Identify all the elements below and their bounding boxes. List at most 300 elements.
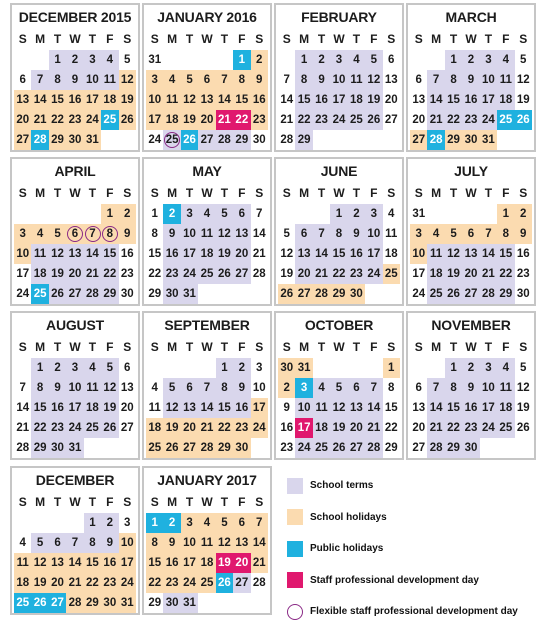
weekday-label: T bbox=[317, 340, 326, 354]
empty-day-cell bbox=[119, 130, 136, 150]
month-title: DECEMBER bbox=[35, 472, 115, 488]
day-cell: 15 bbox=[148, 248, 162, 260]
weekday-label: T bbox=[53, 186, 62, 200]
day-cell: 6 bbox=[49, 533, 66, 553]
day-cell: 6 bbox=[388, 54, 395, 66]
empty-day-cell bbox=[233, 593, 250, 613]
day-cell: 20 bbox=[49, 573, 66, 593]
day-cell: 27 bbox=[198, 130, 215, 150]
day-cell: 27 bbox=[384, 114, 398, 126]
day-cell: 27 bbox=[233, 264, 250, 284]
weekday-label: T bbox=[220, 186, 229, 200]
day-cell: 5 bbox=[330, 378, 347, 398]
empty-day-cell bbox=[515, 130, 532, 150]
weekday-label: S bbox=[255, 495, 264, 509]
day-cell: 10 bbox=[365, 224, 382, 244]
day-cell: 22 bbox=[445, 418, 462, 438]
day-cell: 10 bbox=[66, 378, 83, 398]
day-cell: 28 bbox=[16, 442, 30, 454]
weekday-label: T bbox=[88, 340, 97, 354]
day-cell: 31 bbox=[181, 284, 198, 304]
day-cell: 19 bbox=[445, 264, 462, 284]
week-row bbox=[276, 70, 402, 90]
month-january-2016 bbox=[142, 3, 272, 152]
day-cell: 13 bbox=[14, 90, 31, 110]
day-cell: 19 bbox=[365, 90, 382, 110]
day-cell: 14 bbox=[198, 398, 215, 418]
weekday-label: T bbox=[449, 186, 458, 200]
day-cell: 25 bbox=[497, 110, 514, 130]
day-cell: 20 bbox=[181, 418, 198, 438]
day-cell: 25 bbox=[146, 438, 163, 458]
day-cell: 15 bbox=[497, 244, 514, 264]
day-cell: 28 bbox=[84, 284, 101, 304]
day-cell: 2 bbox=[348, 204, 365, 224]
month-june bbox=[274, 157, 404, 306]
day-cell: 19 bbox=[181, 110, 198, 130]
day-cell: 24 bbox=[412, 288, 426, 300]
day-cell: 21 bbox=[31, 110, 48, 130]
day-cell: 14 bbox=[313, 244, 330, 264]
empty-day-cell bbox=[181, 50, 198, 70]
day-cell: 2 bbox=[462, 358, 479, 378]
day-cell: 16 bbox=[101, 553, 118, 573]
day-cell: 27 bbox=[49, 593, 66, 613]
day-cell: 12 bbox=[216, 533, 233, 553]
day-cell: 11 bbox=[497, 378, 514, 398]
weekday-label: M bbox=[35, 186, 46, 200]
empty-day-cell bbox=[330, 130, 347, 150]
week-row bbox=[144, 50, 270, 70]
empty-day-cell bbox=[330, 358, 347, 378]
day-cell: 17 bbox=[365, 244, 382, 264]
day-cell: 4 bbox=[313, 378, 330, 398]
empty-day-cell bbox=[216, 593, 233, 613]
day-cell: 26 bbox=[516, 422, 530, 434]
day-cell: 10 bbox=[480, 378, 497, 398]
day-cell: 10 bbox=[146, 90, 163, 110]
day-cell: 17 bbox=[16, 268, 30, 280]
day-cell: 16 bbox=[348, 244, 365, 264]
day-cell: 19 bbox=[216, 244, 233, 264]
day-cell: 15 bbox=[445, 398, 462, 418]
weekday-label: W bbox=[69, 32, 81, 46]
day-cell: 16 bbox=[163, 244, 180, 264]
day-cell: 23 bbox=[348, 264, 365, 284]
week-row bbox=[144, 204, 270, 224]
day-cell: 24 bbox=[148, 134, 162, 146]
day-cell: 21 bbox=[66, 573, 83, 593]
week-row bbox=[276, 284, 402, 304]
weekday-header bbox=[276, 183, 402, 204]
day-cell: 17 bbox=[84, 90, 101, 110]
weekday-label: S bbox=[150, 340, 159, 354]
month-title: OCTOBER bbox=[304, 317, 374, 333]
day-cell: 7 bbox=[84, 224, 101, 244]
month-december-2015 bbox=[10, 3, 140, 152]
day-cell: 21 bbox=[365, 418, 382, 438]
day-cell: 15 bbox=[445, 90, 462, 110]
day-cell: 15 bbox=[84, 553, 101, 573]
day-cell: 9 bbox=[233, 378, 250, 398]
legend-label: Staff professional development day bbox=[310, 574, 479, 586]
day-cell: 19 bbox=[330, 418, 347, 438]
week-row bbox=[12, 110, 138, 130]
day-cell: 23 bbox=[101, 573, 118, 593]
day-cell: 8 bbox=[445, 378, 462, 398]
day-cell: 1 bbox=[383, 358, 400, 378]
day-cell: 17 bbox=[412, 268, 426, 280]
day-cell: 19 bbox=[516, 402, 530, 414]
day-cell: 17 bbox=[119, 553, 136, 573]
day-cell: 6 bbox=[415, 74, 422, 86]
day-cell: 4 bbox=[101, 50, 118, 70]
empty-day-cell bbox=[14, 358, 31, 378]
day-cell: 20 bbox=[14, 110, 31, 130]
day-cell: 31 bbox=[412, 208, 426, 220]
weekday-header bbox=[276, 337, 402, 358]
day-cell: 25 bbox=[198, 264, 215, 284]
week-row bbox=[144, 284, 270, 304]
empty-day-cell bbox=[101, 130, 118, 150]
day-cell: 17 bbox=[181, 244, 198, 264]
month-title: DECEMBER 2015 bbox=[18, 9, 132, 25]
day-cell: 15 bbox=[31, 398, 48, 418]
day-cell: 1 bbox=[497, 204, 514, 224]
day-cell: 27 bbox=[233, 573, 250, 593]
day-cell: 27 bbox=[181, 438, 198, 458]
day-cell: 17 bbox=[66, 398, 83, 418]
day-cell: 2 bbox=[462, 50, 479, 70]
day-cell: 22 bbox=[148, 268, 162, 280]
weekday-label: W bbox=[465, 32, 477, 46]
day-cell: 11 bbox=[84, 378, 101, 398]
day-cell: 5 bbox=[365, 50, 382, 70]
day-cell: 31 bbox=[295, 358, 312, 378]
day-cell: 23 bbox=[163, 573, 180, 593]
day-cell: 12 bbox=[516, 382, 530, 394]
day-cell: 5 bbox=[101, 358, 118, 378]
week-row bbox=[276, 378, 402, 398]
day-cell: 1 bbox=[445, 358, 462, 378]
day-cell: 10 bbox=[14, 244, 31, 264]
day-cell: 14 bbox=[365, 398, 382, 418]
empty-day-cell bbox=[49, 513, 66, 533]
day-cell: 25 bbox=[313, 438, 330, 458]
day-cell: 26 bbox=[181, 130, 198, 150]
weekday-label: S bbox=[282, 340, 291, 354]
weekday-label: M bbox=[35, 32, 46, 46]
weekday-label: S bbox=[414, 186, 423, 200]
empty-day-cell bbox=[427, 358, 444, 378]
day-cell: 22 bbox=[445, 110, 462, 130]
day-cell: 9 bbox=[283, 402, 290, 414]
day-cell: 30 bbox=[278, 358, 295, 378]
day-cell: 13 bbox=[412, 402, 426, 414]
day-cell: 2 bbox=[515, 204, 532, 224]
day-cell: 22 bbox=[101, 264, 118, 284]
day-cell: 5 bbox=[49, 224, 66, 244]
month-title: AUGUST bbox=[46, 317, 104, 333]
week-row bbox=[276, 264, 402, 284]
day-cell: 13 bbox=[49, 553, 66, 573]
day-cell: 20 bbox=[233, 244, 250, 264]
day-cell: 23 bbox=[516, 268, 530, 280]
day-cell: 17 bbox=[251, 398, 268, 418]
weekday-label: T bbox=[484, 340, 493, 354]
day-cell: 31 bbox=[119, 593, 136, 613]
empty-day-cell bbox=[198, 593, 215, 613]
day-cell: 3 bbox=[410, 224, 427, 244]
weekday-label: T bbox=[352, 32, 361, 46]
day-cell: 30 bbox=[462, 438, 479, 458]
day-cell: 24 bbox=[66, 418, 83, 438]
weekday-label: F bbox=[502, 186, 510, 200]
weekday-label: S bbox=[150, 186, 159, 200]
day-cell: 8 bbox=[151, 228, 158, 240]
day-cell: 4 bbox=[31, 224, 48, 244]
calendar-legend bbox=[287, 470, 537, 628]
month-title: MAY bbox=[192, 163, 222, 179]
day-cell: 22 bbox=[31, 418, 48, 438]
weekday-header bbox=[144, 337, 270, 358]
day-cell: 27 bbox=[66, 284, 83, 304]
weekday-label: F bbox=[238, 495, 246, 509]
week-row bbox=[276, 90, 402, 110]
month-title: MARCH bbox=[445, 9, 497, 25]
weekday-label: W bbox=[69, 495, 81, 509]
day-cell: 28 bbox=[427, 438, 444, 458]
month-february bbox=[274, 3, 404, 152]
empty-day-cell bbox=[31, 204, 48, 224]
day-cell: 13 bbox=[233, 224, 250, 244]
empty-day-cell bbox=[410, 358, 427, 378]
month-title: JANUARY 2017 bbox=[157, 472, 257, 488]
day-cell: 29 bbox=[84, 593, 101, 613]
day-cell: 5 bbox=[216, 513, 233, 533]
day-cell: 29 bbox=[295, 130, 312, 150]
day-cell: 11 bbox=[313, 398, 330, 418]
empty-day-cell bbox=[251, 593, 268, 613]
day-cell: 24 bbox=[330, 110, 347, 130]
week-row bbox=[12, 533, 138, 553]
empty-day-cell bbox=[427, 204, 444, 224]
weekday-header bbox=[12, 29, 138, 50]
weekday-label: F bbox=[238, 32, 246, 46]
week-row bbox=[12, 573, 138, 593]
day-cell: 7 bbox=[216, 70, 233, 90]
week-row bbox=[12, 398, 138, 418]
day-cell: 14 bbox=[280, 94, 294, 106]
day-cell: 29 bbox=[384, 442, 398, 454]
day-cell: 23 bbox=[462, 110, 479, 130]
week-row bbox=[408, 204, 534, 224]
weekday-label: T bbox=[352, 186, 361, 200]
day-cell: 20 bbox=[233, 553, 250, 573]
day-cell: 19 bbox=[119, 90, 136, 110]
weekday-label: T bbox=[317, 186, 326, 200]
weekday-label: T bbox=[449, 32, 458, 46]
day-cell: 1 bbox=[216, 358, 233, 378]
day-cell: 31 bbox=[148, 54, 162, 66]
day-cell: 26 bbox=[49, 284, 66, 304]
empty-day-cell bbox=[497, 438, 514, 458]
empty-day-cell bbox=[14, 513, 31, 533]
week-row bbox=[408, 50, 534, 70]
weekday-label: S bbox=[123, 340, 132, 354]
day-cell: 9 bbox=[66, 70, 83, 90]
day-cell: 5 bbox=[520, 54, 527, 66]
month-march bbox=[406, 3, 536, 152]
day-cell: 26 bbox=[119, 110, 136, 130]
day-cell: 9 bbox=[251, 70, 268, 90]
day-cell: 29 bbox=[49, 130, 66, 150]
day-cell: 2 bbox=[49, 358, 66, 378]
weekday-label: S bbox=[387, 32, 396, 46]
empty-day-cell bbox=[278, 204, 295, 224]
day-cell: 15 bbox=[216, 398, 233, 418]
week-row bbox=[144, 110, 270, 130]
day-cell: 15 bbox=[49, 90, 66, 110]
weekday-label: M bbox=[299, 32, 310, 46]
legend-item-pub bbox=[287, 533, 537, 565]
week-row bbox=[12, 284, 138, 304]
empty-day-cell bbox=[14, 50, 31, 70]
day-cell: 21 bbox=[16, 422, 30, 434]
day-cell: 7 bbox=[66, 533, 83, 553]
day-cell: 30 bbox=[252, 134, 266, 146]
day-cell: 11 bbox=[385, 228, 398, 240]
weekday-label: S bbox=[18, 186, 27, 200]
day-cell: 8 bbox=[388, 382, 395, 394]
day-cell: 15 bbox=[233, 90, 250, 110]
day-cell: 4 bbox=[348, 50, 365, 70]
week-row bbox=[12, 90, 138, 110]
week-row bbox=[408, 438, 534, 458]
weekday-label: W bbox=[201, 186, 213, 200]
legend-label: School holidays bbox=[310, 511, 387, 523]
day-cell: 9 bbox=[163, 533, 180, 553]
empty-day-cell bbox=[480, 204, 497, 224]
day-cell: 23 bbox=[251, 110, 268, 130]
day-cell: 4 bbox=[84, 358, 101, 378]
month-title: APRIL bbox=[54, 163, 96, 179]
day-cell: 28 bbox=[252, 577, 266, 589]
day-cell: 2 bbox=[66, 50, 83, 70]
weekday-label: T bbox=[185, 32, 194, 46]
empty-day-cell bbox=[14, 204, 31, 224]
day-cell: 3 bbox=[295, 378, 312, 398]
day-cell: 29 bbox=[445, 438, 462, 458]
empty-day-cell bbox=[66, 204, 83, 224]
day-cell: 1 bbox=[49, 50, 66, 70]
legend-item-hol bbox=[287, 502, 537, 534]
day-cell: 30 bbox=[49, 438, 66, 458]
week-row bbox=[12, 553, 138, 573]
day-cell: 16 bbox=[49, 398, 66, 418]
day-cell: 26 bbox=[216, 264, 233, 284]
day-cell: 25 bbox=[163, 130, 180, 150]
weekday-label: S bbox=[519, 186, 528, 200]
day-cell: 27 bbox=[120, 422, 134, 434]
week-row bbox=[276, 224, 402, 244]
day-cell: 4 bbox=[198, 204, 215, 224]
day-cell: 18 bbox=[146, 418, 163, 438]
day-cell: 27 bbox=[295, 284, 312, 304]
day-cell: 23 bbox=[233, 418, 250, 438]
month-title: FEBRUARY bbox=[301, 9, 377, 25]
week-row bbox=[12, 378, 138, 398]
month-january-2017 bbox=[142, 466, 272, 615]
weekday-label: T bbox=[220, 340, 229, 354]
empty-day-cell bbox=[66, 513, 83, 533]
day-cell: 24 bbox=[181, 264, 198, 284]
day-cell: 26 bbox=[101, 418, 118, 438]
weekday-label: T bbox=[317, 32, 326, 46]
day-cell: 7 bbox=[251, 513, 268, 533]
day-cell: 8 bbox=[445, 70, 462, 90]
month-title: NOVEMBER bbox=[431, 317, 511, 333]
legend-item-flex bbox=[287, 596, 537, 628]
empty-day-cell bbox=[198, 50, 215, 70]
day-cell: 23 bbox=[313, 110, 330, 130]
day-cell: 8 bbox=[31, 378, 48, 398]
day-cell: 9 bbox=[313, 70, 330, 90]
day-cell: 15 bbox=[384, 402, 398, 414]
day-cell: 26 bbox=[445, 284, 462, 304]
day-cell: 18 bbox=[384, 248, 398, 260]
weekday-label: M bbox=[167, 340, 178, 354]
day-cell: 18 bbox=[84, 398, 101, 418]
week-row bbox=[144, 573, 270, 593]
weekday-label: S bbox=[282, 186, 291, 200]
weekday-label: M bbox=[431, 186, 442, 200]
day-cell: 4 bbox=[388, 208, 395, 220]
empty-day-cell bbox=[216, 284, 233, 304]
day-cell: 21 bbox=[198, 418, 215, 438]
day-cell: 21 bbox=[313, 264, 330, 284]
day-cell: 13 bbox=[120, 382, 134, 394]
day-cell: 18 bbox=[198, 244, 215, 264]
empty-day-cell bbox=[365, 130, 382, 150]
empty-day-cell bbox=[251, 284, 268, 304]
day-cell: 22 bbox=[84, 573, 101, 593]
day-cell: 19 bbox=[49, 264, 66, 284]
empty-day-cell bbox=[462, 204, 479, 224]
day-cell: 22 bbox=[330, 264, 347, 284]
week-row bbox=[12, 50, 138, 70]
day-cell: 20 bbox=[348, 418, 365, 438]
day-cell: 2 bbox=[233, 358, 250, 378]
day-cell: 10 bbox=[119, 533, 136, 553]
day-cell: 6 bbox=[295, 224, 312, 244]
empty-day-cell bbox=[365, 284, 382, 304]
day-cell: 1 bbox=[31, 358, 48, 378]
weekday-label: T bbox=[185, 186, 194, 200]
day-cell: 2 bbox=[313, 50, 330, 70]
empty-day-cell bbox=[313, 358, 330, 378]
day-cell: 24 bbox=[365, 264, 382, 284]
weekday-label: T bbox=[449, 340, 458, 354]
week-row bbox=[12, 513, 138, 533]
day-cell: 27 bbox=[412, 442, 426, 454]
day-cell: 26 bbox=[163, 438, 180, 458]
day-cell: 12 bbox=[280, 248, 294, 260]
month-title: JULY bbox=[454, 163, 488, 179]
week-row bbox=[144, 70, 270, 90]
day-cell: 29 bbox=[148, 288, 162, 300]
day-cell: 25 bbox=[101, 110, 118, 130]
